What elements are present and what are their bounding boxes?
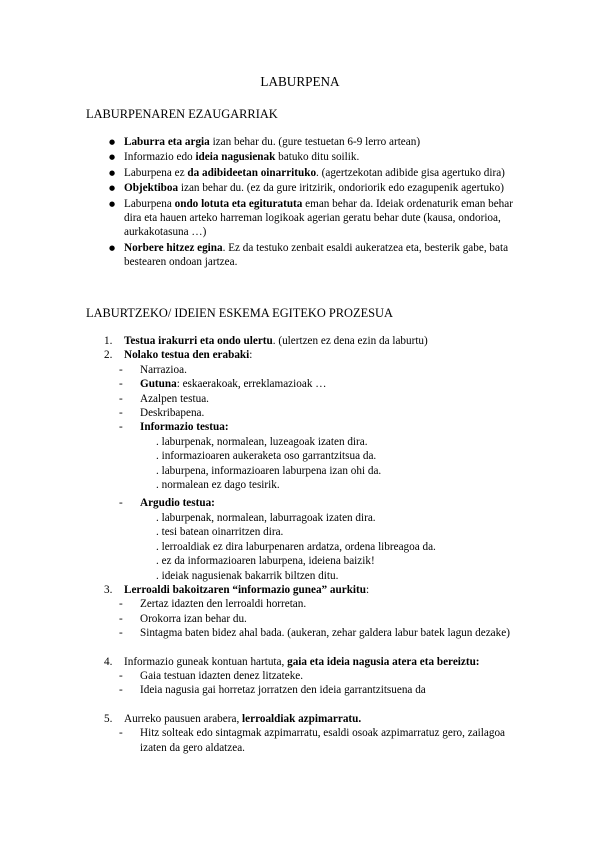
step-2: [104, 348, 524, 362]
step-1: [104, 334, 524, 348]
step-subitem: - Zertaz idazten den lerroaldi horretan.: [140, 597, 524, 611]
bullet-bold: ondo lotuta eta egituratuta: [174, 197, 303, 210]
step-text: :: [365, 583, 370, 596]
step-number: 3.: [104, 583, 113, 596]
list-item: [124, 135, 524, 149]
bullet-text: eman behar da. Ideiak ordenaturik eman behar dira eta hauen arteko harreman logikoak agerian geratu behar dute (kausa, ondorioa, aurkakotasuna …): [124, 197, 513, 239]
step-subitem: - Gaia testuan idazten denez litzateke.: [140, 669, 524, 683]
bullet-bold: ideia nagusienak: [195, 151, 276, 164]
step-subitem: - Sintagma baten bidez ahal bada. (aukeran, zehar galdera labur batek lagun dezake): [140, 626, 524, 640]
step-bold: Lerroaldi bakoitzaren “informazio gunea” aurkitu: [124, 583, 366, 596]
step-bold: Nolako testua den erabaki: [124, 349, 250, 362]
step-number: 1.: [104, 335, 113, 347]
step-bold: Testua irakurri eta ondo ulertu: [124, 335, 273, 347]
bullet-text: Laburpena: [124, 197, 175, 210]
text-type-item: [140, 496, 524, 510]
step-5: [104, 712, 524, 726]
text-type-item: - Deskribapena.: [140, 406, 524, 420]
step-3: [104, 583, 524, 597]
note-line: . normalean ez dago tesirik.: [156, 479, 280, 492]
item-bold: Argudio testua:: [140, 497, 215, 510]
step-subitem: - Orokorra izan behar du.: [140, 612, 524, 626]
step-number: 4.: [104, 655, 113, 668]
bullet-bold: Objektiboa: [124, 182, 179, 195]
bullet-bold: Laburra eta argia: [124, 136, 210, 148]
note-line: . laburpenak, normalean, laburragoak izaten dira.: [156, 511, 376, 524]
step-subitem: - Ideia nagusia gai horretaz jorratzen den ideia garrantzitsuena da: [140, 683, 524, 697]
bullet-text: izan behar du. (ez da gure iritzirik, ondoriorik edo ezagupenik agertuko): [178, 182, 504, 195]
list-item: [124, 166, 524, 180]
list-item: [124, 241, 524, 270]
note-line: . ideiak nagusienak bakarrik biltzen ditu.: [156, 569, 339, 582]
features-list: [124, 135, 524, 271]
bullet-text: . Ez da testuko zenbait esaldi aukeratzea eta, besterik gabe, bata bestearen ondoan jartzea.: [124, 241, 509, 269]
text-type-item: [140, 377, 524, 391]
note-line: . laburpena, informazioaren laburpena izan ohi da.: [156, 464, 382, 477]
step-text: . (ulertzen ez dena ezin da laburtu): [272, 335, 428, 347]
note-line: . tesi batean oinarritzen dira.: [156, 526, 284, 539]
note-line: . laburpenak, normalean, luzeagoak izaten dira.: [156, 435, 368, 448]
step-bold: gaia eta ideia nagusia atera eta bereiztu:: [287, 655, 480, 668]
bullet-text: Laburpena ez: [124, 166, 188, 179]
note-line: . ez da informazioaren laburpena, ideiena baizik!: [156, 555, 375, 568]
step-subitem: - Hitz solteak edo sintagmak azpimarratu, esaldi osoak azpimarratuz gero, zailagoa izaten da gero aldatzea.: [140, 726, 524, 755]
step-bold: lerroaldiak azpimarratu.: [242, 712, 362, 725]
list-item: [124, 150, 524, 164]
note-line: . informazioaren aukeraketa oso garrantzitsua da.: [156, 450, 377, 463]
process-steps: [104, 334, 524, 755]
bullet-text: batuko ditu soilik.: [275, 151, 360, 164]
note-line: . lerroaldiak ez dira laburpenaren ardatza, ordena libreagoa da.: [156, 540, 436, 553]
bullet-bold: Norbere hitzez egina: [124, 241, 223, 254]
page-title: LABURPENA: [260, 74, 340, 89]
step-number: 5.: [104, 712, 113, 725]
step-text: Aurreko pausuen arabera,: [124, 712, 243, 725]
step-text: :: [249, 349, 253, 362]
bullet-text: Informazio edo: [124, 151, 196, 164]
item-text: : eskaerakoak, erreklamazioak …: [176, 378, 327, 391]
text-type-item: - Narrazioa.: [140, 363, 524, 377]
item-bold: Informazio testua:: [140, 421, 229, 434]
text-type-item: [140, 420, 524, 434]
list-item: [124, 197, 524, 240]
step-number: 2.: [104, 349, 113, 362]
section-heading-features: LABURPENAREN EZAUGARRIAK: [86, 107, 278, 121]
bullet-bold: da adibideetan oinarrituko: [187, 166, 317, 179]
bullet-text: izan behar du. (gure testuetan 6-9 lerro artean): [209, 136, 421, 148]
list-item: [124, 181, 524, 195]
text-type-item: - Azalpen testua.: [140, 392, 524, 406]
bullet-text: . (agertzekotan adibide gisa agertuko dira): [316, 166, 505, 179]
section-heading-process: LABURTZEKO/ IDEIEN ESKEMA EGITEKO PROZESUA: [86, 306, 393, 320]
item-bold: Gutuna: [140, 378, 177, 391]
step-text: Informazio guneak kontuan hartuta,: [124, 655, 288, 668]
step-4: [104, 655, 524, 669]
